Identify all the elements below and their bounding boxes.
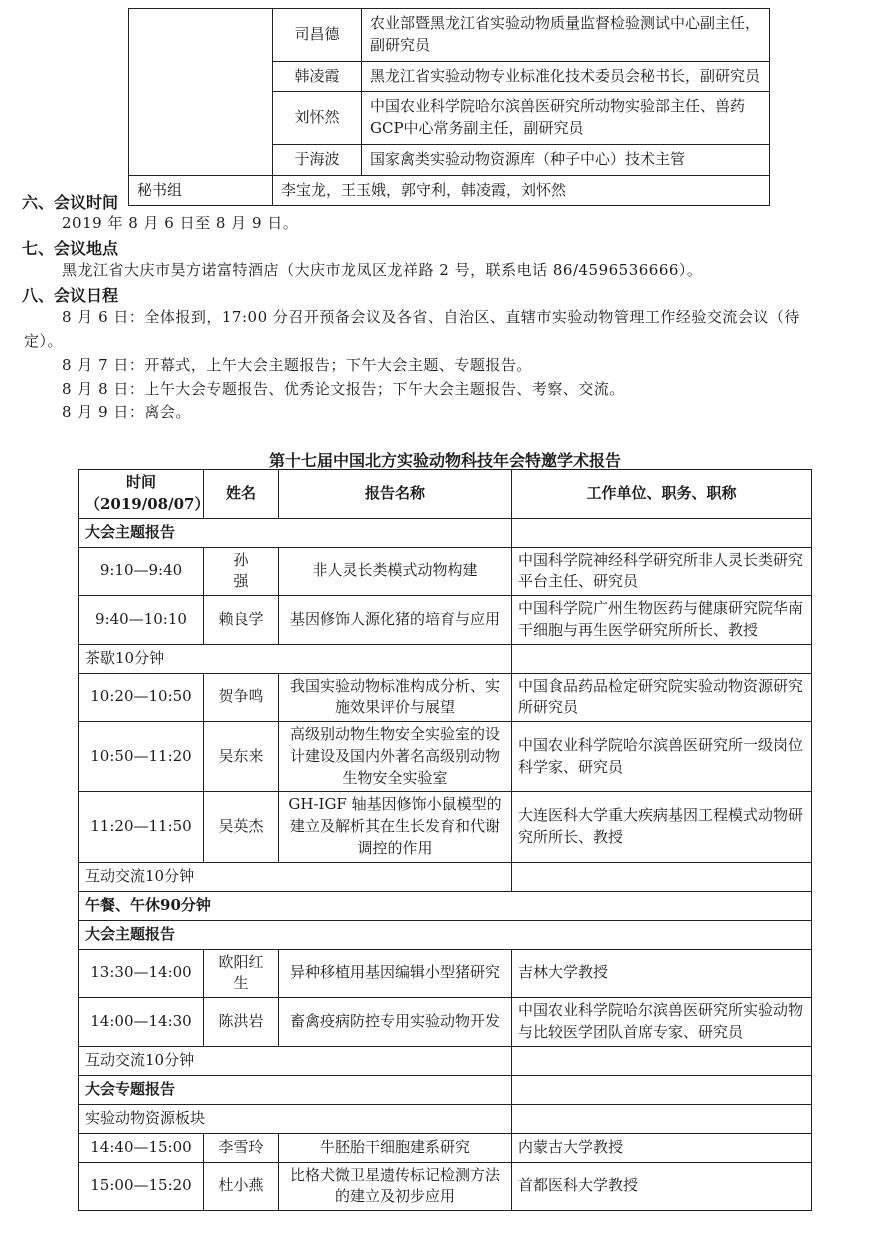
committee-member-desc: 中国农业科学院哈尔滨兽医研究所动物实验部主任、兽药GCP中心常务副主任，副研究员 [362, 92, 770, 145]
schedule-note-row [79, 1104, 812, 1133]
speaker-name: 吴东来 [204, 722, 279, 792]
report-title: 高级别动物生物安全实验室的设计建设及国内外著名高级别动物生物安全实验室 [279, 722, 512, 792]
committee-member-name: 韩凌霞 [273, 61, 362, 92]
report-title: 基因修饰人源化猪的培育与应用 [279, 596, 512, 645]
committee-member-name: 刘怀然 [273, 92, 362, 145]
agenda-line: 定）。 [24, 332, 64, 350]
speaker-affiliation: 吉林大学教授 [512, 949, 812, 998]
agenda-line: 8 月 7 日：开幕式，上午大会主题报告；下午大会主题、专题报告。 [62, 356, 532, 374]
header-time [79, 470, 210, 519]
section-heading-time: 六、会议时间 [22, 193, 119, 212]
schedule-talk-row [79, 722, 812, 792]
empty-cell [512, 518, 812, 547]
schedule-talk-row [79, 1133, 812, 1162]
secretariat-members: 李宝龙，王玉娥，郭守利，韩凌霞，刘怀然 [273, 175, 770, 206]
header-report-title: 报告名称 [279, 470, 512, 519]
schedule-note-label: 茶歇10分钟 [79, 644, 512, 673]
header-date-label: （2019/08/07） [85, 494, 210, 513]
committee-group-cell [129, 9, 273, 176]
speaker-affiliation: 大连医科大学重大疾病基因工程模式动物研究所所长、教授 [512, 792, 812, 862]
schedule-section-row [79, 920, 812, 949]
talk-time: 15:00—15:20 [79, 1162, 204, 1211]
report-title: 我国实验动物标准构成分析、实施效果评价与展望 [279, 673, 512, 722]
committee-member-desc: 黑龙江省实验动物专业标准化技术委员会秘书长，副研究员 [362, 61, 770, 92]
schedule-section-label: 大会主题报告 [79, 920, 812, 949]
schedule-table [78, 469, 812, 1211]
talk-time: 11:20—11:50 [79, 792, 204, 862]
report-title: 畜禽疫病防控专用实验动物开发 [279, 998, 512, 1047]
agenda-line: 8 月 8 日：上午大会专题报告、优秀论文报告；下午大会主题报告、考察、交流。 [62, 380, 625, 398]
speaker-affiliation: 内蒙古大学教授 [512, 1133, 812, 1162]
schedule-note-label: 互动交流10分钟 [79, 862, 512, 891]
speaker-affiliation: 首都医科大学教授 [512, 1162, 812, 1211]
schedule-talk-row [79, 792, 812, 862]
speaker-affiliation: 中国农业科学院哈尔滨兽医研究所一级岗位科学家、研究员 [512, 722, 812, 792]
header-name: 姓名 [204, 470, 279, 519]
schedule-talk-row [79, 998, 812, 1047]
schedule-note-row [79, 1046, 812, 1075]
report-title: 牛胚胎干细胞建系研究 [279, 1133, 512, 1162]
section-heading-place: 七、会议地点 [22, 239, 119, 258]
speaker-affiliation: 中国农业科学院哈尔滨兽医研究所实验动物与比较医学团队首席专家、研究员 [512, 998, 812, 1047]
empty-cell [512, 1046, 812, 1075]
talk-time: 10:20—10:50 [79, 673, 204, 722]
committee-row [129, 9, 770, 62]
empty-cell [512, 644, 812, 673]
committee-member-desc: 农业部暨黑龙江省实验动物质量监督检验测试中心副主任，副研究员 [362, 9, 770, 62]
header-time-label: 时间 [125, 473, 156, 491]
report-title: GH-IGF 轴基因修饰小鼠模型的建立及解析其在生长发育和代谢调控的作用 [279, 792, 512, 862]
schedule-talk-row [79, 949, 812, 998]
header-affiliation: 工作单位、职务、职称 [512, 470, 812, 519]
talk-time: 10:50—11:20 [79, 722, 204, 792]
speaker-affiliation: 中国科学院神经科学研究所非人灵长类研究平台主任、研究员 [512, 547, 812, 596]
speaker-affiliation: 中国科学院广州生物医药与健康研究院华南干细胞与再生医学研究所所长、教授 [512, 596, 812, 645]
schedule-talk-row [79, 547, 812, 596]
schedule-section-label: 午餐、午休90分钟 [79, 891, 812, 920]
schedule-note-label: 实验动物资源板块 [79, 1104, 512, 1133]
schedule-talk-row [79, 596, 812, 645]
schedule-section-label: 大会专题报告 [79, 1075, 512, 1104]
schedule-section-row [79, 1075, 812, 1104]
meeting-place-text: 黑龙江省大庆市昊方诺富特酒店（大庆市龙凤区龙祥路 2 号，联系电话 86/4596536666）。 [62, 261, 703, 279]
schedule-section-row [79, 518, 812, 547]
schedule-note-row [79, 862, 812, 891]
schedule-note-row [79, 644, 812, 673]
talk-time: 9:40—10:10 [79, 596, 204, 645]
speaker-name: 赖良学 [204, 596, 279, 645]
speaker-name: 欧阳红 生 [204, 949, 279, 998]
secretariat-row [129, 175, 770, 206]
committee-member-name: 司昌德 [273, 9, 362, 62]
speaker-name: 陈洪岩 [204, 998, 279, 1047]
schedule-section-row [79, 891, 812, 920]
speaker-name: 吴英杰 [204, 792, 279, 862]
committee-member-name: 于海波 [273, 144, 362, 175]
schedule-talk-row [79, 673, 812, 722]
speaker-name: 贺争鸣 [204, 673, 279, 722]
schedule-section-label: 大会主题报告 [79, 518, 512, 547]
empty-cell [512, 1075, 812, 1104]
speaker-affiliation: 中国食品药品检定研究院实验动物资源研究所研究员 [512, 673, 812, 722]
report-title: 非人灵长类模式动物构建 [279, 547, 512, 596]
empty-cell [512, 862, 812, 891]
speaker-name: 李雪玲 [204, 1133, 279, 1162]
committee-table [128, 8, 770, 206]
section-heading-agenda: 八、会议日程 [22, 286, 119, 305]
report-title: 比格犬微卫星遗传标记检测方法的建立及初步应用 [279, 1162, 512, 1211]
schedule-note-label: 互动交流10分钟 [79, 1046, 512, 1075]
speaker-name: 孙 强 [204, 547, 279, 596]
talk-time: 14:00—14:30 [79, 998, 204, 1047]
agenda-line: 8 月 6 日：全体报到，17:00 分召开预备会议及各省、自治区、直辖市实验动物管理工作经验交流会议（待 [62, 308, 800, 326]
schedule-talk-row [79, 1162, 812, 1211]
committee-member-desc: 国家禽类实验动物资源库（种子中心）技术主管 [362, 144, 770, 175]
report-title: 异种移植用基因编辑小型猪研究 [279, 949, 512, 998]
talk-time: 9:10—9:40 [79, 547, 204, 596]
meeting-time-text: 2019 年 8 月 6 日至 8 月 9 日。 [62, 214, 299, 232]
talk-time: 13:30—14:00 [79, 949, 204, 998]
agenda-line: 8 月 9 日：离会。 [62, 403, 191, 421]
secretariat-label: 秘书组 [129, 175, 273, 206]
empty-cell [512, 1104, 812, 1133]
talk-time: 14:40—15:00 [79, 1133, 204, 1162]
speaker-name: 杜小燕 [204, 1162, 279, 1211]
schedule-header-row [79, 470, 812, 519]
schedule-title: 第十七届中国北方实验动物科技年会特邀学术报告 [268, 451, 621, 470]
